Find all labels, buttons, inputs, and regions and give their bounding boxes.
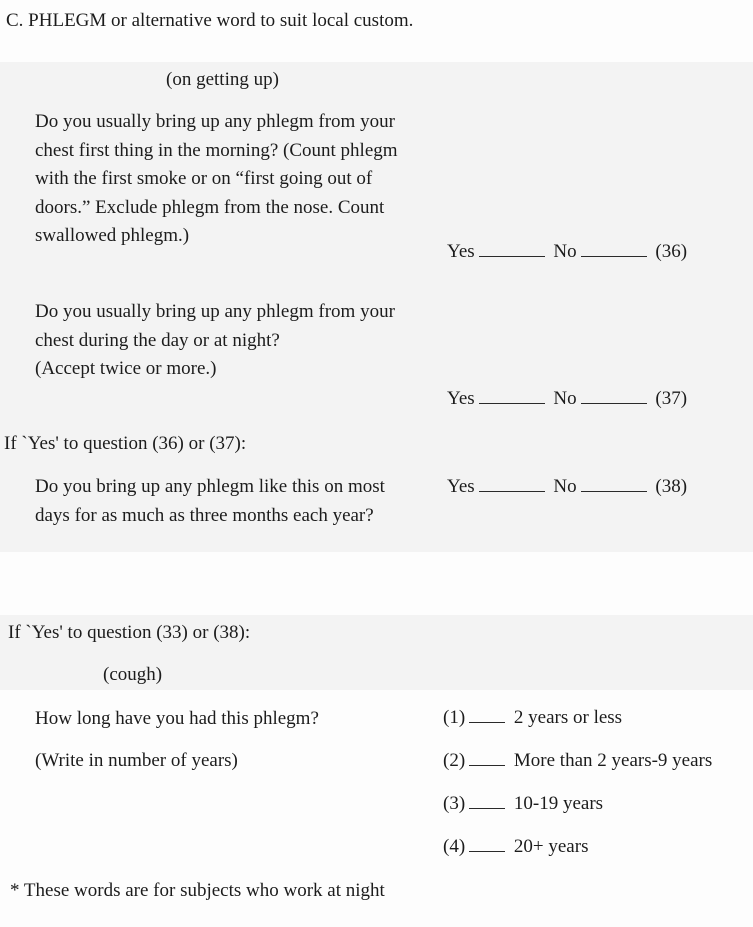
option-label: More than 2 years-9 years [513,750,713,771]
q36-line: Do you usually bring up any phlegm from your [35,111,395,132]
option-4 [443,836,588,858]
cough-subheading: (cough) [103,664,163,685]
section-title: C. PHLEGM or alternative word to suit local custom. [6,10,414,31]
condition-36-37: If `Yes' to question (36) or (37): [4,433,247,454]
q37-yes-blank[interactable] [479,402,545,404]
duration-question: How long have you had this phlegm? [35,708,319,729]
q36-yes-blank[interactable] [479,255,545,257]
q37-no-label: No [553,388,577,409]
q37-answer-row [447,388,687,410]
q38-no-label: No [553,476,577,497]
option-1 [443,707,622,729]
option-label: 2 years or less [513,707,623,728]
footnote: * These words are for subjects who work at night [10,880,385,901]
q38-line: Do you bring up any phlegm like this on most [35,476,385,497]
option-label: 20+ years [513,836,589,857]
q38-yes-label: Yes [447,476,475,497]
q38-yes-blank[interactable] [479,490,545,492]
q36-no-blank[interactable] [581,255,647,257]
option-4-blank[interactable] [469,850,505,852]
duration-instruction: (Write in number of years) [35,750,238,771]
option-label: 10-19 years [513,793,604,814]
q36-line: with the first smoke or on “first going out of [35,168,373,189]
q36-yes-label: Yes [447,241,475,262]
option-code: (3) [443,793,466,814]
q36-no-label: No [553,241,577,262]
q36-subheading: (on getting up) [166,69,279,90]
q36-answer-row [447,241,687,263]
option-code: (2) [443,750,466,771]
q37-no-blank[interactable] [581,402,647,404]
q37-line: Do you usually bring up any phlegm from your [35,301,395,322]
option-code: (4) [443,836,466,857]
q38-number: (38) [655,476,688,497]
q36-text [35,108,398,251]
q38-text [35,473,385,530]
option-2 [443,750,712,772]
q37-number: (37) [655,388,688,409]
q36-line: chest first thing in the morning? (Count phlegm [35,139,398,161]
q37-line: (Accept twice or more.) [35,358,217,379]
q37-yes-label: Yes [447,388,475,409]
q36-number: (36) [655,241,688,262]
q38-no-blank[interactable] [581,490,647,492]
q38-answer-row [447,476,687,498]
q38-line: days for as much as three months each year? [35,504,374,526]
option-2-blank[interactable] [469,764,505,766]
q37-text [35,298,395,384]
option-1-blank[interactable] [469,721,505,723]
condition-33-38: If `Yes' to question (33) or (38): [8,622,251,643]
q37-line: chest during the day or at night? [35,329,280,351]
q36-line: doors.” Exclude phlegm from the nose. Count [35,196,385,218]
option-3 [443,793,603,815]
option-code: (1) [443,707,466,728]
option-3-blank[interactable] [469,807,505,809]
q36-line: swallowed phlegm.) [35,225,190,246]
